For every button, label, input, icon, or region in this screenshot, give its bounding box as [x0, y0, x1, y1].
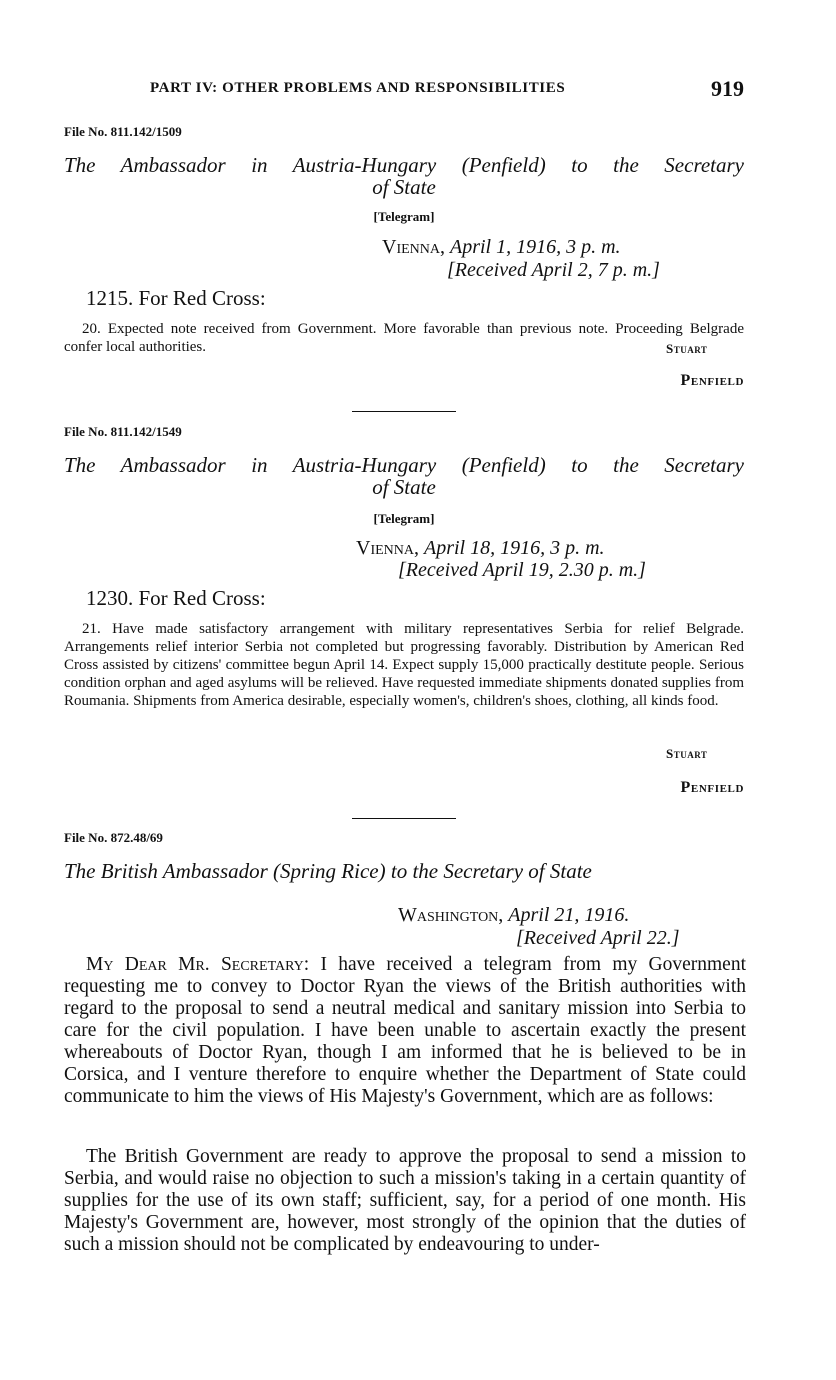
- section-divider: [352, 818, 456, 819]
- dateline-place: Washington,: [398, 904, 504, 926]
- page-number: 919: [711, 76, 744, 101]
- document-title-line: of State: [372, 475, 436, 499]
- dateline: [398, 903, 629, 927]
- signer-name: Penfield: [680, 779, 744, 796]
- dateline-date: April 18, 1916, 3 p. m.: [424, 537, 605, 559]
- letter-paragraph: [64, 954, 746, 1108]
- telegram-text: 20. Expected note received from Government. More favorable than previous note. Proceeding Belgrade confer local authorities.: [64, 321, 744, 355]
- telegram-number-line: 1215. For Red Cross:: [86, 286, 266, 310]
- received-line: [Received April 22.]: [516, 927, 680, 949]
- received-line: [Received April 19, 2.30 p. m.]: [398, 559, 646, 581]
- file-number: File No. 872.48/69: [64, 830, 163, 845]
- dateline-date: April 21, 1916.: [508, 904, 630, 926]
- telegram-text: 21. Have made satisfactory arrangement with military representatives Serbia for relief Belgrade. Arrangements relief interior Serbia not completed but progressing favorably. Distribution by American Red Cross assisted by citizens' committee begun April 14. Expect supply 15,000 practically destitute people. Serious condition orphan and aged asylums will be relieved. Have requested immediate shipments donated supplies from Roumania. Shipments from America desirable, especially women's, children's shoes, clothing, all kinds food.: [64, 621, 744, 709]
- letter-paragraph: The British Government are ready to approve the proposal to send a mission to Serbia, and would raise no objection to such a mission's taking in a certain quantity of supplies for the use of its own staff; sufficient, say, for a period of one month. His Majesty's Government are, however, most strongly of the opinion that the duties of such a mission should not be complicated by endeavouring to under-: [64, 1146, 746, 1255]
- running-head: PART IV: OTHER PROBLEMS AND RESPONSIBILITIES: [150, 80, 566, 96]
- dateline-date: April 1, 1916, 3 p. m.: [450, 236, 621, 258]
- document-title-line: The Ambassador in Austria-Hungary (Penfield) to the Secretary: [64, 153, 744, 177]
- document-title-line: The Ambassador in Austria-Hungary (Penfield) to the Secretary: [64, 453, 744, 477]
- signoff-name: Stuart: [666, 746, 708, 761]
- dateline-place: Vienna,: [382, 236, 445, 258]
- received-line: [Received April 2, 7 p. m.]: [447, 259, 660, 281]
- section-divider: [352, 411, 456, 412]
- dateline-place: Vienna,: [356, 537, 419, 559]
- page-header: [64, 76, 744, 106]
- salutation: My Dear Mr. Secretary:: [86, 954, 310, 975]
- telegram-label: [Telegram]: [373, 209, 435, 224]
- telegram-label: [Telegram]: [373, 511, 435, 526]
- file-number: File No. 811.142/1549: [64, 424, 182, 439]
- file-number: File No. 811.142/1509: [64, 124, 182, 139]
- document-title-line: of State: [372, 175, 436, 199]
- document-title: [64, 154, 744, 198]
- document-title: [64, 454, 744, 498]
- signoff-name: Stuart: [666, 341, 708, 356]
- signer-name: Penfield: [680, 372, 744, 389]
- document-title: The British Ambassador (Spring Rice) to the Secretary of State: [64, 859, 592, 883]
- dateline: [356, 536, 605, 560]
- telegram-number-line: 1230. For Red Cross:: [86, 586, 266, 610]
- dateline: [382, 235, 621, 259]
- letter-paragraph-text: I have received a telegram from my Government requesting me to convey to Doctor Ryan the views of the British authorities with regard to the proposal to send a neutral medical and sanitary mission into Serbia to care for the civil population. I have been unable to ascertain exactly the present whereabouts of Doctor Ryan, though I am informed that he is believed to be in Corsica, and I venture therefore to enquire whether the Department of State could communicate to him the views of His Majesty's Government, which are as follows:: [64, 954, 747, 1107]
